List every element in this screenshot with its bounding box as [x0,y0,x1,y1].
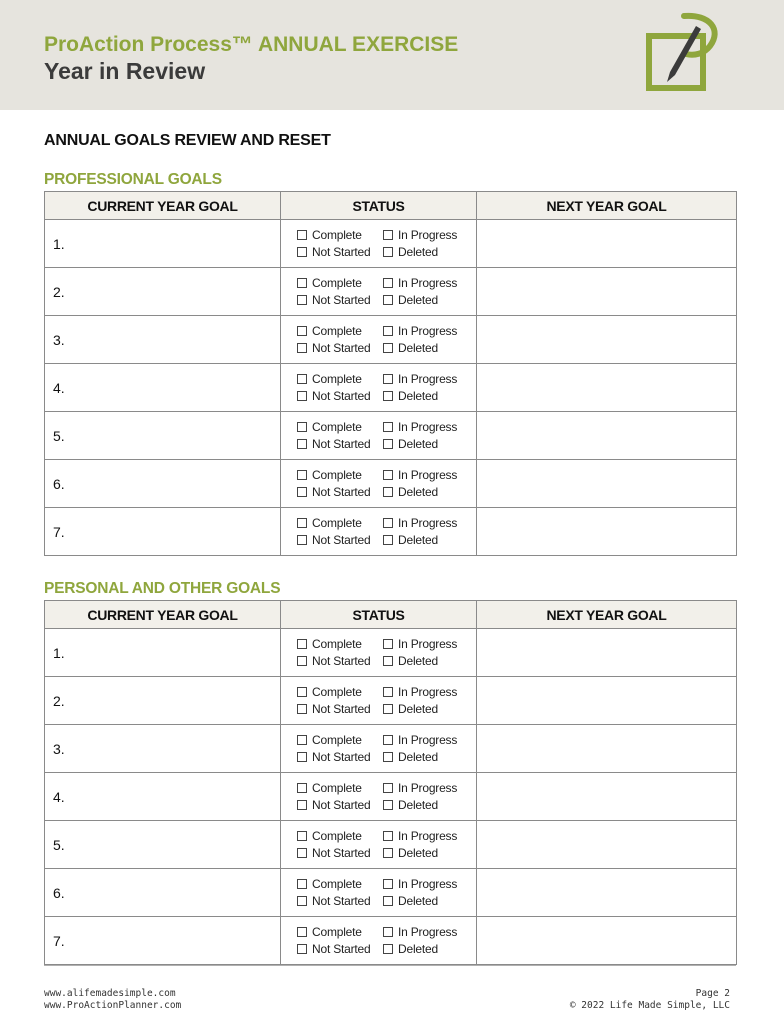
status-cell [281,821,477,869]
status-option[interactable] [297,797,383,813]
checkbox-icon[interactable] [297,278,307,288]
current-year-goal-cell[interactable] [45,364,281,412]
table-header-row [45,192,737,220]
status-option-label: Complete [312,420,362,434]
next-year-goal-cell[interactable] [477,821,737,869]
checkbox-icon[interactable] [383,704,393,714]
current-year-goal-cell[interactable] [45,220,281,268]
checkbox-icon[interactable] [383,831,393,841]
checkbox-icon[interactable] [297,879,307,889]
checkbox-icon[interactable] [297,735,307,745]
status-option[interactable] [383,653,463,669]
current-year-goal-cell[interactable] [45,725,281,773]
status-option-label: Deleted [398,846,438,860]
checkbox-icon[interactable] [383,896,393,906]
next-year-goal-cell[interactable] [477,917,737,965]
status-options [297,467,476,500]
status-option-label: Complete [312,324,362,338]
status-option-label: Not Started [312,798,371,812]
status-option[interactable] [297,419,383,435]
status-option[interactable] [297,371,383,387]
status-option-label: Deleted [398,245,438,259]
status-option-label: Not Started [312,293,371,307]
status-cell [281,220,477,268]
status-option-label: Complete [312,733,362,747]
status-option[interactable] [297,532,383,548]
checkbox-icon[interactable] [383,639,393,649]
status-option[interactable] [383,371,463,387]
status-option-label: Not Started [312,389,371,403]
status-option-label: Complete [312,781,362,795]
row-number: 2. [53,283,65,300]
status-option-label: Not Started [312,437,371,451]
status-options [297,828,476,861]
status-option-label: In Progress [398,420,458,434]
status-option-label: In Progress [398,781,458,795]
checkbox-icon[interactable] [383,518,393,528]
status-option[interactable] [383,828,463,844]
checkbox-icon[interactable] [383,470,393,480]
copyright: © 2022 Life Made Simple, LLC [569,1000,730,1011]
status-option[interactable] [383,340,463,356]
table-header-row [45,601,737,629]
checkbox-icon[interactable] [297,944,307,954]
status-option[interactable] [297,244,383,260]
status-options [297,275,476,308]
status-option-label: Deleted [398,654,438,668]
checkbox-icon[interactable] [297,295,307,305]
personal-goals-title: PERSONAL AND OTHER GOALS [44,580,281,597]
status-option[interactable] [383,323,463,339]
status-option[interactable] [297,828,383,844]
checkbox-icon[interactable] [383,735,393,745]
checkbox-icon[interactable] [297,439,307,449]
status-option[interactable] [383,292,463,308]
checkbox-icon[interactable] [297,518,307,528]
row-number: 4. [53,379,65,396]
checkbox-icon[interactable] [297,535,307,545]
status-option[interactable] [383,924,463,940]
goal-row [45,821,737,869]
next-year-goal-cell[interactable] [477,220,737,268]
checkbox-icon[interactable] [383,535,393,545]
status-option[interactable] [383,244,463,260]
professional-goals-table [44,191,737,556]
status-option-label: Deleted [398,341,438,355]
current-year-goal-cell[interactable] [45,677,281,725]
status-option[interactable] [383,780,463,796]
status-options [297,515,476,548]
status-options [297,732,476,765]
row-number: 1. [53,235,65,252]
status-cell [281,677,477,725]
checkbox-icon[interactable] [383,687,393,697]
column-header: STATUS [281,601,477,629]
status-option-label: Not Started [312,702,371,716]
checkbox-icon[interactable] [297,687,307,697]
next-year-goal-cell[interactable] [477,773,737,821]
goal-row [45,725,737,773]
checkbox-icon[interactable] [383,439,393,449]
row-number: 2. [53,692,65,709]
status-option-label: Complete [312,468,362,482]
current-year-goal-cell[interactable] [45,268,281,316]
checkbox-icon[interactable] [383,422,393,432]
next-year-goal-cell[interactable] [477,268,737,316]
next-year-goal-cell[interactable] [477,364,737,412]
status-option[interactable] [383,484,463,500]
header-subtitle: Year in Review [44,58,206,84]
status-option[interactable] [383,701,463,717]
checkbox-icon[interactable] [297,343,307,353]
goal-row [45,268,737,316]
checkbox-icon[interactable] [297,422,307,432]
status-option-label: In Progress [398,468,458,482]
goal-row [45,316,737,364]
footer-websites [44,988,181,1012]
proaction-logo-icon [640,10,722,94]
status-option-label: Complete [312,228,362,242]
status-option[interactable] [297,636,383,652]
status-option[interactable] [383,684,463,700]
checkbox-icon[interactable] [297,783,307,793]
status-option-label: Not Started [312,654,371,668]
current-year-goal-cell[interactable] [45,773,281,821]
checkbox-icon[interactable] [383,278,393,288]
status-cell [281,917,477,965]
status-option[interactable] [297,876,383,892]
current-year-goal-cell[interactable] [45,316,281,364]
footer-info [570,988,730,1012]
status-option-label: Deleted [398,798,438,812]
status-option[interactable] [297,275,383,291]
status-option[interactable] [297,749,383,765]
status-option[interactable] [383,797,463,813]
goal-row [45,773,737,821]
goal-row [45,917,737,965]
checkbox-icon[interactable] [383,752,393,762]
status-option[interactable] [297,845,383,861]
row-number: 6. [53,475,65,492]
row-number: 4. [53,788,65,805]
status-cell [281,316,477,364]
status-option[interactable] [297,701,383,717]
status-option-label: In Progress [398,877,458,891]
status-option[interactable] [383,845,463,861]
status-option[interactable] [383,467,463,483]
checkbox-icon[interactable] [297,470,307,480]
status-option[interactable] [297,436,383,452]
current-year-goal-cell[interactable] [45,460,281,508]
current-year-goal-cell[interactable] [45,821,281,869]
status-option[interactable] [297,732,383,748]
checkbox-icon[interactable] [383,800,393,810]
column-header: NEXT YEAR GOAL [477,601,737,629]
checkbox-icon[interactable] [297,230,307,240]
checkbox-icon[interactable] [383,230,393,240]
status-option[interactable] [383,636,463,652]
status-cell [281,869,477,917]
status-option-label: In Progress [398,372,458,386]
goal-row [45,677,737,725]
next-year-goal-cell[interactable] [477,677,737,725]
status-option-label: In Progress [398,685,458,699]
status-option-label: In Progress [398,228,458,242]
checkbox-icon[interactable] [297,752,307,762]
status-option[interactable] [297,484,383,500]
status-option-label: Deleted [398,485,438,499]
checkbox-icon[interactable] [297,927,307,937]
status-cell [281,268,477,316]
row-number: 7. [53,932,65,949]
status-option[interactable] [383,532,463,548]
status-option[interactable] [297,684,383,700]
section-heading: ANNUAL GOALS REVIEW AND RESET [44,132,331,149]
status-option[interactable] [297,388,383,404]
status-option[interactable] [383,876,463,892]
footer-divider [44,965,736,966]
status-option-label: In Progress [398,276,458,290]
professional-goals-title: PROFESSIONAL GOALS [44,171,222,188]
checkbox-icon[interactable] [297,247,307,257]
status-option[interactable] [383,436,463,452]
checkbox-icon[interactable] [297,848,307,858]
status-option[interactable] [297,227,383,243]
next-year-goal-cell[interactable] [477,316,737,364]
footer-website-1[interactable]: www.alifemadesimple.com [44,988,176,999]
status-cell [281,508,477,556]
status-option[interactable] [383,893,463,909]
status-option[interactable] [383,227,463,243]
status-option-label: Complete [312,685,362,699]
status-option-label: Not Started [312,245,371,259]
status-option-label: Deleted [398,389,438,403]
status-option[interactable] [297,467,383,483]
status-option-label: Not Started [312,942,371,956]
status-option[interactable] [297,515,383,531]
status-option[interactable] [383,732,463,748]
status-option-label: Deleted [398,894,438,908]
status-option-label: In Progress [398,637,458,651]
status-option[interactable] [383,941,463,957]
status-option-label: In Progress [398,925,458,939]
status-option-label: Complete [312,276,362,290]
checkbox-icon[interactable] [297,896,307,906]
column-header: STATUS [281,192,477,220]
checkbox-icon[interactable] [383,656,393,666]
status-option-label: Complete [312,637,362,651]
checkbox-icon[interactable] [383,295,393,305]
footer-website-2[interactable]: www.ProActionPlanner.com [44,1000,182,1011]
status-option[interactable] [297,340,383,356]
checkbox-icon[interactable] [383,326,393,336]
goal-row [45,364,737,412]
row-number: 6. [53,884,65,901]
status-option[interactable] [383,515,463,531]
checkbox-icon[interactable] [383,927,393,937]
status-option[interactable] [297,780,383,796]
status-options [297,876,476,909]
status-option-label: Deleted [398,293,438,307]
status-option-label: Complete [312,372,362,386]
checkbox-icon[interactable] [383,783,393,793]
personal-goals-table [44,600,737,965]
checkbox-icon[interactable] [383,944,393,954]
status-cell [281,460,477,508]
status-option[interactable] [297,323,383,339]
status-cell [281,725,477,773]
next-year-goal-cell[interactable] [477,412,737,460]
status-option-label: Complete [312,516,362,530]
status-option-label: In Progress [398,324,458,338]
status-option[interactable] [297,924,383,940]
status-option-label: Complete [312,877,362,891]
status-option-label: In Progress [398,829,458,843]
status-option-label: Not Started [312,894,371,908]
status-option-label: Not Started [312,485,371,499]
checkbox-icon[interactable] [297,704,307,714]
status-option-label: Not Started [312,341,371,355]
checkbox-icon[interactable] [297,800,307,810]
status-options [297,780,476,813]
current-year-goal-cell[interactable] [45,508,281,556]
goal-row [45,508,737,556]
current-year-goal-cell[interactable] [45,629,281,677]
status-option-label: Not Started [312,750,371,764]
column-header: NEXT YEAR GOAL [477,192,737,220]
row-number: 7. [53,523,65,540]
checkbox-icon[interactable] [297,487,307,497]
goal-row [45,412,737,460]
header-title: ProAction Process™ ANNUAL EXERCISE [44,33,459,56]
goal-row [45,629,737,677]
checkbox-icon[interactable] [297,656,307,666]
status-cell [281,412,477,460]
current-year-goal-cell[interactable] [45,412,281,460]
checkbox-icon[interactable] [297,831,307,841]
status-option-label: In Progress [398,733,458,747]
status-option[interactable] [297,893,383,909]
status-options [297,419,476,452]
row-number: 3. [53,740,65,757]
next-year-goal-cell[interactable] [477,508,737,556]
checkbox-icon[interactable] [383,247,393,257]
checkbox-icon[interactable] [383,391,393,401]
status-options [297,684,476,717]
checkbox-icon[interactable] [383,374,393,384]
status-option-label: Deleted [398,942,438,956]
status-option[interactable] [383,388,463,404]
row-number: 5. [53,427,65,444]
goal-row [45,869,737,917]
status-option-label: Not Started [312,846,371,860]
status-option[interactable] [383,275,463,291]
status-option-label: Complete [312,829,362,843]
current-year-goal-cell[interactable] [45,917,281,965]
status-cell [281,773,477,821]
status-options [297,924,476,957]
next-year-goal-cell[interactable] [477,629,737,677]
goal-row [45,220,737,268]
checkbox-icon[interactable] [297,374,307,384]
next-year-goal-cell[interactable] [477,725,737,773]
next-year-goal-cell[interactable] [477,460,737,508]
checkbox-icon[interactable] [383,487,393,497]
status-options [297,371,476,404]
status-options [297,227,476,260]
checkbox-icon[interactable] [383,879,393,889]
status-cell [281,364,477,412]
status-option[interactable] [297,941,383,957]
row-number: 5. [53,836,65,853]
status-option-label: Deleted [398,533,438,547]
checkbox-icon[interactable] [383,848,393,858]
status-options [297,323,476,356]
goal-row [45,460,737,508]
checkbox-icon[interactable] [297,391,307,401]
status-cell [281,629,477,677]
status-option[interactable] [297,292,383,308]
page-number: Page 2 [695,988,730,999]
status-options [297,636,476,669]
current-year-goal-cell[interactable] [45,869,281,917]
column-header: CURRENT YEAR GOAL [45,192,281,220]
row-number: 1. [53,644,65,661]
next-year-goal-cell[interactable] [477,869,737,917]
status-option-label: Deleted [398,437,438,451]
column-header: CURRENT YEAR GOAL [45,601,281,629]
page-header [0,0,784,110]
checkbox-icon[interactable] [383,343,393,353]
status-option-label: Deleted [398,702,438,716]
status-option-label: Not Started [312,533,371,547]
checkbox-icon[interactable] [297,326,307,336]
status-option[interactable] [383,749,463,765]
checkbox-icon[interactable] [297,639,307,649]
status-option[interactable] [297,653,383,669]
status-option-label: Complete [312,925,362,939]
status-option-label: In Progress [398,516,458,530]
row-number: 3. [53,331,65,348]
status-option-label: Deleted [398,750,438,764]
status-option[interactable] [383,419,463,435]
